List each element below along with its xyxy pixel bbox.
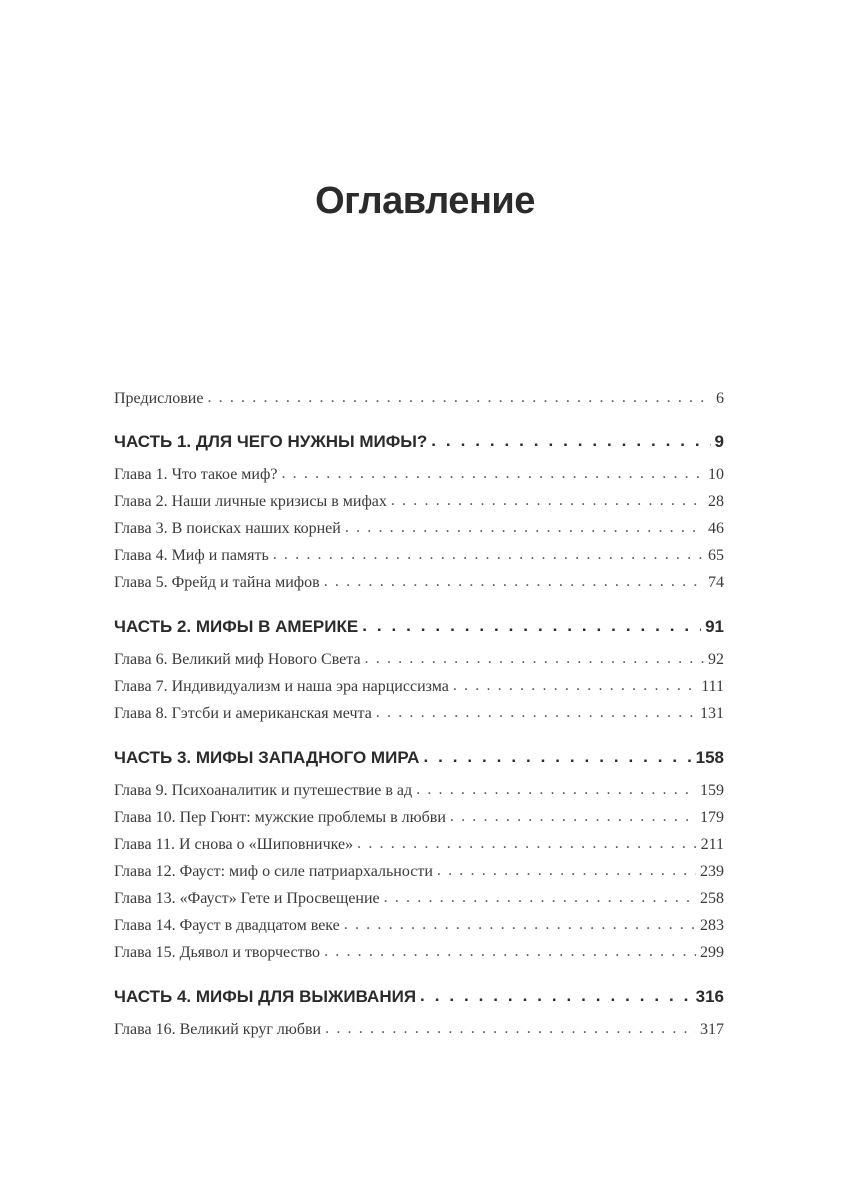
toc-part-heading[interactable] xyxy=(114,617,724,637)
toc-page-number: 91 xyxy=(705,617,724,636)
toc-page-number: 74 xyxy=(708,574,724,591)
toc-entry[interactable] xyxy=(114,782,724,800)
dot-leader xyxy=(423,747,691,767)
toc-entry-label: Глава 6. Великий миф Нового Света xyxy=(114,651,361,668)
toc-entry-label: Глава 2. Наши личные кризисы в мифах xyxy=(114,493,387,510)
dot-leader xyxy=(345,519,704,537)
toc-entry-label: Глава 4. Миф и память xyxy=(114,547,269,564)
toc-entry[interactable] xyxy=(114,890,724,908)
toc-entry[interactable] xyxy=(114,547,724,565)
toc-entry[interactable] xyxy=(114,390,724,408)
toc-entry-label: Глава 7. Индивидуализм и наша эра нарциссизма xyxy=(114,678,449,695)
dot-leader xyxy=(325,1020,696,1038)
toc-entry[interactable] xyxy=(114,574,724,592)
toc-page-number: 159 xyxy=(700,782,724,799)
toc-page-number: 28 xyxy=(708,493,724,510)
toc-entry-label: Глава 15. Дьявол и творчество xyxy=(114,944,321,961)
toc-page-number: 317 xyxy=(700,1021,724,1038)
toc-page-number: 111 xyxy=(701,678,724,695)
toc-page-number: 92 xyxy=(708,651,724,668)
toc-entry-label: Глава 1. Что такое миф? xyxy=(114,466,278,483)
toc-page-number: 6 xyxy=(716,390,724,407)
toc-entry-label: ЧАСТЬ 1. ДЛЯ ЧЕГО НУЖНЫ МИФЫ? xyxy=(114,432,428,451)
toc-page-number: 46 xyxy=(708,520,724,537)
toc-entry[interactable] xyxy=(114,651,724,669)
dot-leader xyxy=(384,889,696,907)
dot-leader xyxy=(207,389,712,407)
toc-part-heading[interactable] xyxy=(114,432,724,452)
toc-entry[interactable] xyxy=(114,1021,724,1039)
toc-entry[interactable] xyxy=(114,836,724,854)
dot-leader xyxy=(365,650,704,668)
toc-entry[interactable] xyxy=(114,520,724,538)
toc-entry[interactable] xyxy=(114,493,724,511)
dot-leader xyxy=(416,781,696,799)
dot-leader xyxy=(344,916,696,934)
toc-entry[interactable] xyxy=(114,863,724,881)
toc-entry-label: Глава 11. И снова о «Шиповничке» xyxy=(114,836,354,853)
dot-leader xyxy=(357,835,696,853)
toc-entry-label: Глава 13. «Фауст» Гете и Просвещение xyxy=(114,890,380,907)
toc-page-number: 179 xyxy=(700,809,724,826)
dot-leader xyxy=(376,704,696,722)
toc-page-number: 316 xyxy=(695,987,724,1006)
toc-page-number: 299 xyxy=(700,944,724,961)
toc-entry-label: ЧАСТЬ 4. МИФЫ ДЛЯ ВЫЖИВАНИЯ xyxy=(114,987,417,1006)
dot-leader xyxy=(420,986,692,1006)
toc-page-number: 10 xyxy=(708,466,724,483)
dot-leader xyxy=(281,465,704,483)
dot-leader xyxy=(362,616,701,636)
toc-part-heading[interactable] xyxy=(114,748,724,768)
toc-entry[interactable] xyxy=(114,678,724,696)
toc-page-number: 211 xyxy=(700,836,724,853)
dot-leader xyxy=(453,677,697,695)
toc-entry-label: ЧАСТЬ 2. МИФЫ В АМЕРИКЕ xyxy=(114,617,359,636)
toc-page-number: 65 xyxy=(708,547,724,564)
toc-page-number: 131 xyxy=(700,705,724,722)
page-title: Оглавление xyxy=(315,180,535,222)
toc-page-number: 283 xyxy=(700,917,724,934)
dot-leader xyxy=(437,862,696,880)
toc-entry-label: Глава 5. Фрейд и тайна мифов xyxy=(114,574,320,591)
dot-leader xyxy=(324,943,696,961)
toc-entry-label: Глава 16. Великий круг любви xyxy=(114,1021,322,1038)
toc-entry-label: Предисловие xyxy=(114,390,204,407)
toc-page-number: 158 xyxy=(695,748,724,767)
toc-part-heading[interactable] xyxy=(114,987,724,1007)
dot-leader xyxy=(391,492,704,510)
toc-entry[interactable] xyxy=(114,944,724,962)
toc-entry-label: Глава 12. Фауст: миф о силе патриархальности xyxy=(114,863,433,880)
dot-leader xyxy=(273,546,704,564)
toc-entry[interactable] xyxy=(114,705,724,723)
toc-entry-label: Глава 9. Психоаналитик и путешествие в ад xyxy=(114,782,413,799)
toc-entry-label: Глава 8. Гэтсби и американская мечта xyxy=(114,705,372,722)
toc-entry-label: Глава 10. Пер Гюнт: мужские проблемы в любви xyxy=(114,809,446,826)
toc-entry[interactable] xyxy=(114,466,724,484)
toc-entry-label: Глава 14. Фауст в двадцатом веке xyxy=(114,917,340,934)
dot-leader xyxy=(431,431,710,451)
toc-page-number: 258 xyxy=(700,890,724,907)
toc-page-number: 9 xyxy=(714,432,724,451)
toc-entry-label: Глава 3. В поисках наших корней xyxy=(114,520,341,537)
toc-entry[interactable] xyxy=(114,809,724,827)
toc-page-number: 239 xyxy=(700,863,724,880)
dot-leader xyxy=(450,808,696,826)
toc-entry[interactable] xyxy=(114,917,724,935)
dot-leader xyxy=(324,573,704,591)
toc-entry-label: ЧАСТЬ 3. МИФЫ ЗАПАДНОГО МИРА xyxy=(114,748,420,767)
